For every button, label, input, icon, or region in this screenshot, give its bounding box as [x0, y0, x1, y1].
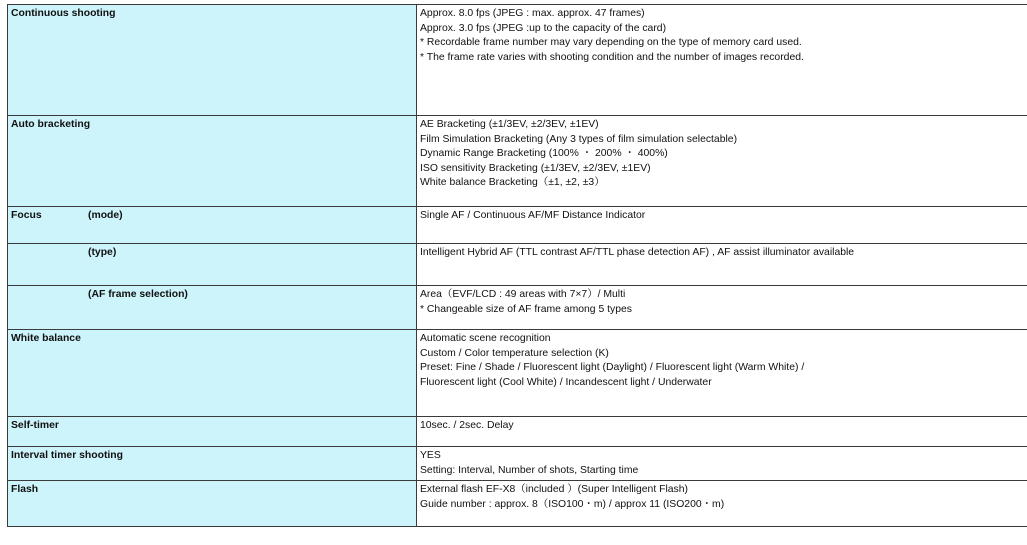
- spec-row-white-balance: [8, 330, 1027, 417]
- row-value-cell: [417, 417, 1027, 447]
- spec-row-auto-bracketing: [8, 116, 1027, 207]
- row-label: White balance: [11, 333, 81, 344]
- value-line: * Changeable size of AF frame among 5 types: [420, 303, 632, 315]
- value-line: * Recordable frame number may vary depending on the type of memory card used.: [420, 37, 802, 49]
- row-label-cell: [8, 244, 417, 286]
- row-label: Self-timer: [11, 420, 59, 431]
- value-line: Custom / Color temperature selection (K): [420, 347, 609, 359]
- value-line: White balance Bracketing（±1, ±2, ±3）: [420, 177, 605, 189]
- value-line: AE Bracketing (±1/3EV, ±2/3EV, ±1EV): [420, 119, 599, 130]
- row-label-cell: [8, 417, 417, 447]
- row-label: Focus: [11, 210, 42, 221]
- value-line: Approx. 3.0 fps (JPEG :up to the capacity of the card): [420, 22, 667, 34]
- value-line: Area（EVF/LCD : 49 areas with 7×7）/ Multi: [420, 289, 626, 300]
- value-line: Intelligent Hybrid AF (TTL contrast AF/TTL phase detection AF) , AF assist illuminator available: [420, 247, 855, 258]
- row-label: Flash: [11, 484, 39, 495]
- row-label-cell: [8, 207, 417, 244]
- row-value-cell: [417, 5, 1027, 116]
- spec-row-interval-timer: [8, 447, 1027, 481]
- value-line: 10sec. / 2sec. Delay: [420, 420, 514, 431]
- value-line: ISO sensitivity Bracketing (±1/3EV, ±2/3EV, ±1EV): [420, 162, 651, 174]
- row-label: Continuous shooting: [11, 8, 116, 19]
- value-line: YES: [420, 450, 441, 461]
- row-label-cell: [8, 447, 417, 481]
- row-value-cell: [417, 286, 1027, 330]
- value-line: Film Simulation Bracketing (Any 3 types of film simulation selectable): [420, 133, 738, 145]
- row-label: Interval timer shooting: [11, 450, 124, 461]
- value-line: Single AF / Continuous AF/MF Distance Indicator: [420, 210, 646, 221]
- spec-row-af-frame-selection: [8, 286, 1027, 330]
- spec-row-focus-type: [8, 244, 1027, 286]
- value-line: Automatic scene recognition: [420, 333, 551, 344]
- row-value-cell: [417, 447, 1027, 481]
- row-sublabel: (mode): [88, 210, 123, 221]
- value-line: External flash EF-X8（included ）(Super Intelligent Flash): [420, 484, 688, 495]
- row-value-cell: [417, 116, 1027, 207]
- row-value-cell: [417, 481, 1027, 527]
- spec-row-flash: [8, 481, 1027, 527]
- spec-table: [7, 4, 1027, 527]
- row-sublabel: (AF frame selection): [88, 289, 188, 300]
- row-value-cell: [417, 330, 1027, 417]
- value-line: Dynamic Range Bracketing (100% ・ 200% ・ 400%): [420, 148, 668, 160]
- value-line: Guide number : approx. 8（ISO100・m) / approx 11 (ISO200・m): [420, 498, 725, 510]
- value-line: Preset: Fine / Shade / Fluorescent light (Daylight) / Fluorescent light (Warm White) /: [420, 362, 805, 374]
- row-value-cell: [417, 244, 1027, 286]
- row-label-cell: [8, 5, 417, 116]
- value-line: * The frame rate varies with shooting condition and the number of images recorded.: [420, 51, 804, 63]
- value-line: Fluorescent light (Cool White) / Incandescent light / Underwater: [420, 376, 712, 388]
- row-sublabel: (type): [88, 247, 117, 258]
- spec-row-self-timer: [8, 417, 1027, 447]
- row-label-cell: [8, 481, 417, 527]
- spec-row-focus-mode: [8, 207, 1027, 244]
- value-line: Approx. 8.0 fps (JPEG : max. approx. 47 frames): [420, 8, 645, 19]
- row-label-cell: [8, 286, 417, 330]
- value-line: Setting: Interval, Number of shots, Starting time: [420, 464, 639, 476]
- row-label-cell: [8, 330, 417, 417]
- spec-row-continuous-shooting: [8, 5, 1027, 116]
- row-label: Auto bracketing: [11, 119, 91, 130]
- row-label-cell: [8, 116, 417, 207]
- row-value-cell: [417, 207, 1027, 244]
